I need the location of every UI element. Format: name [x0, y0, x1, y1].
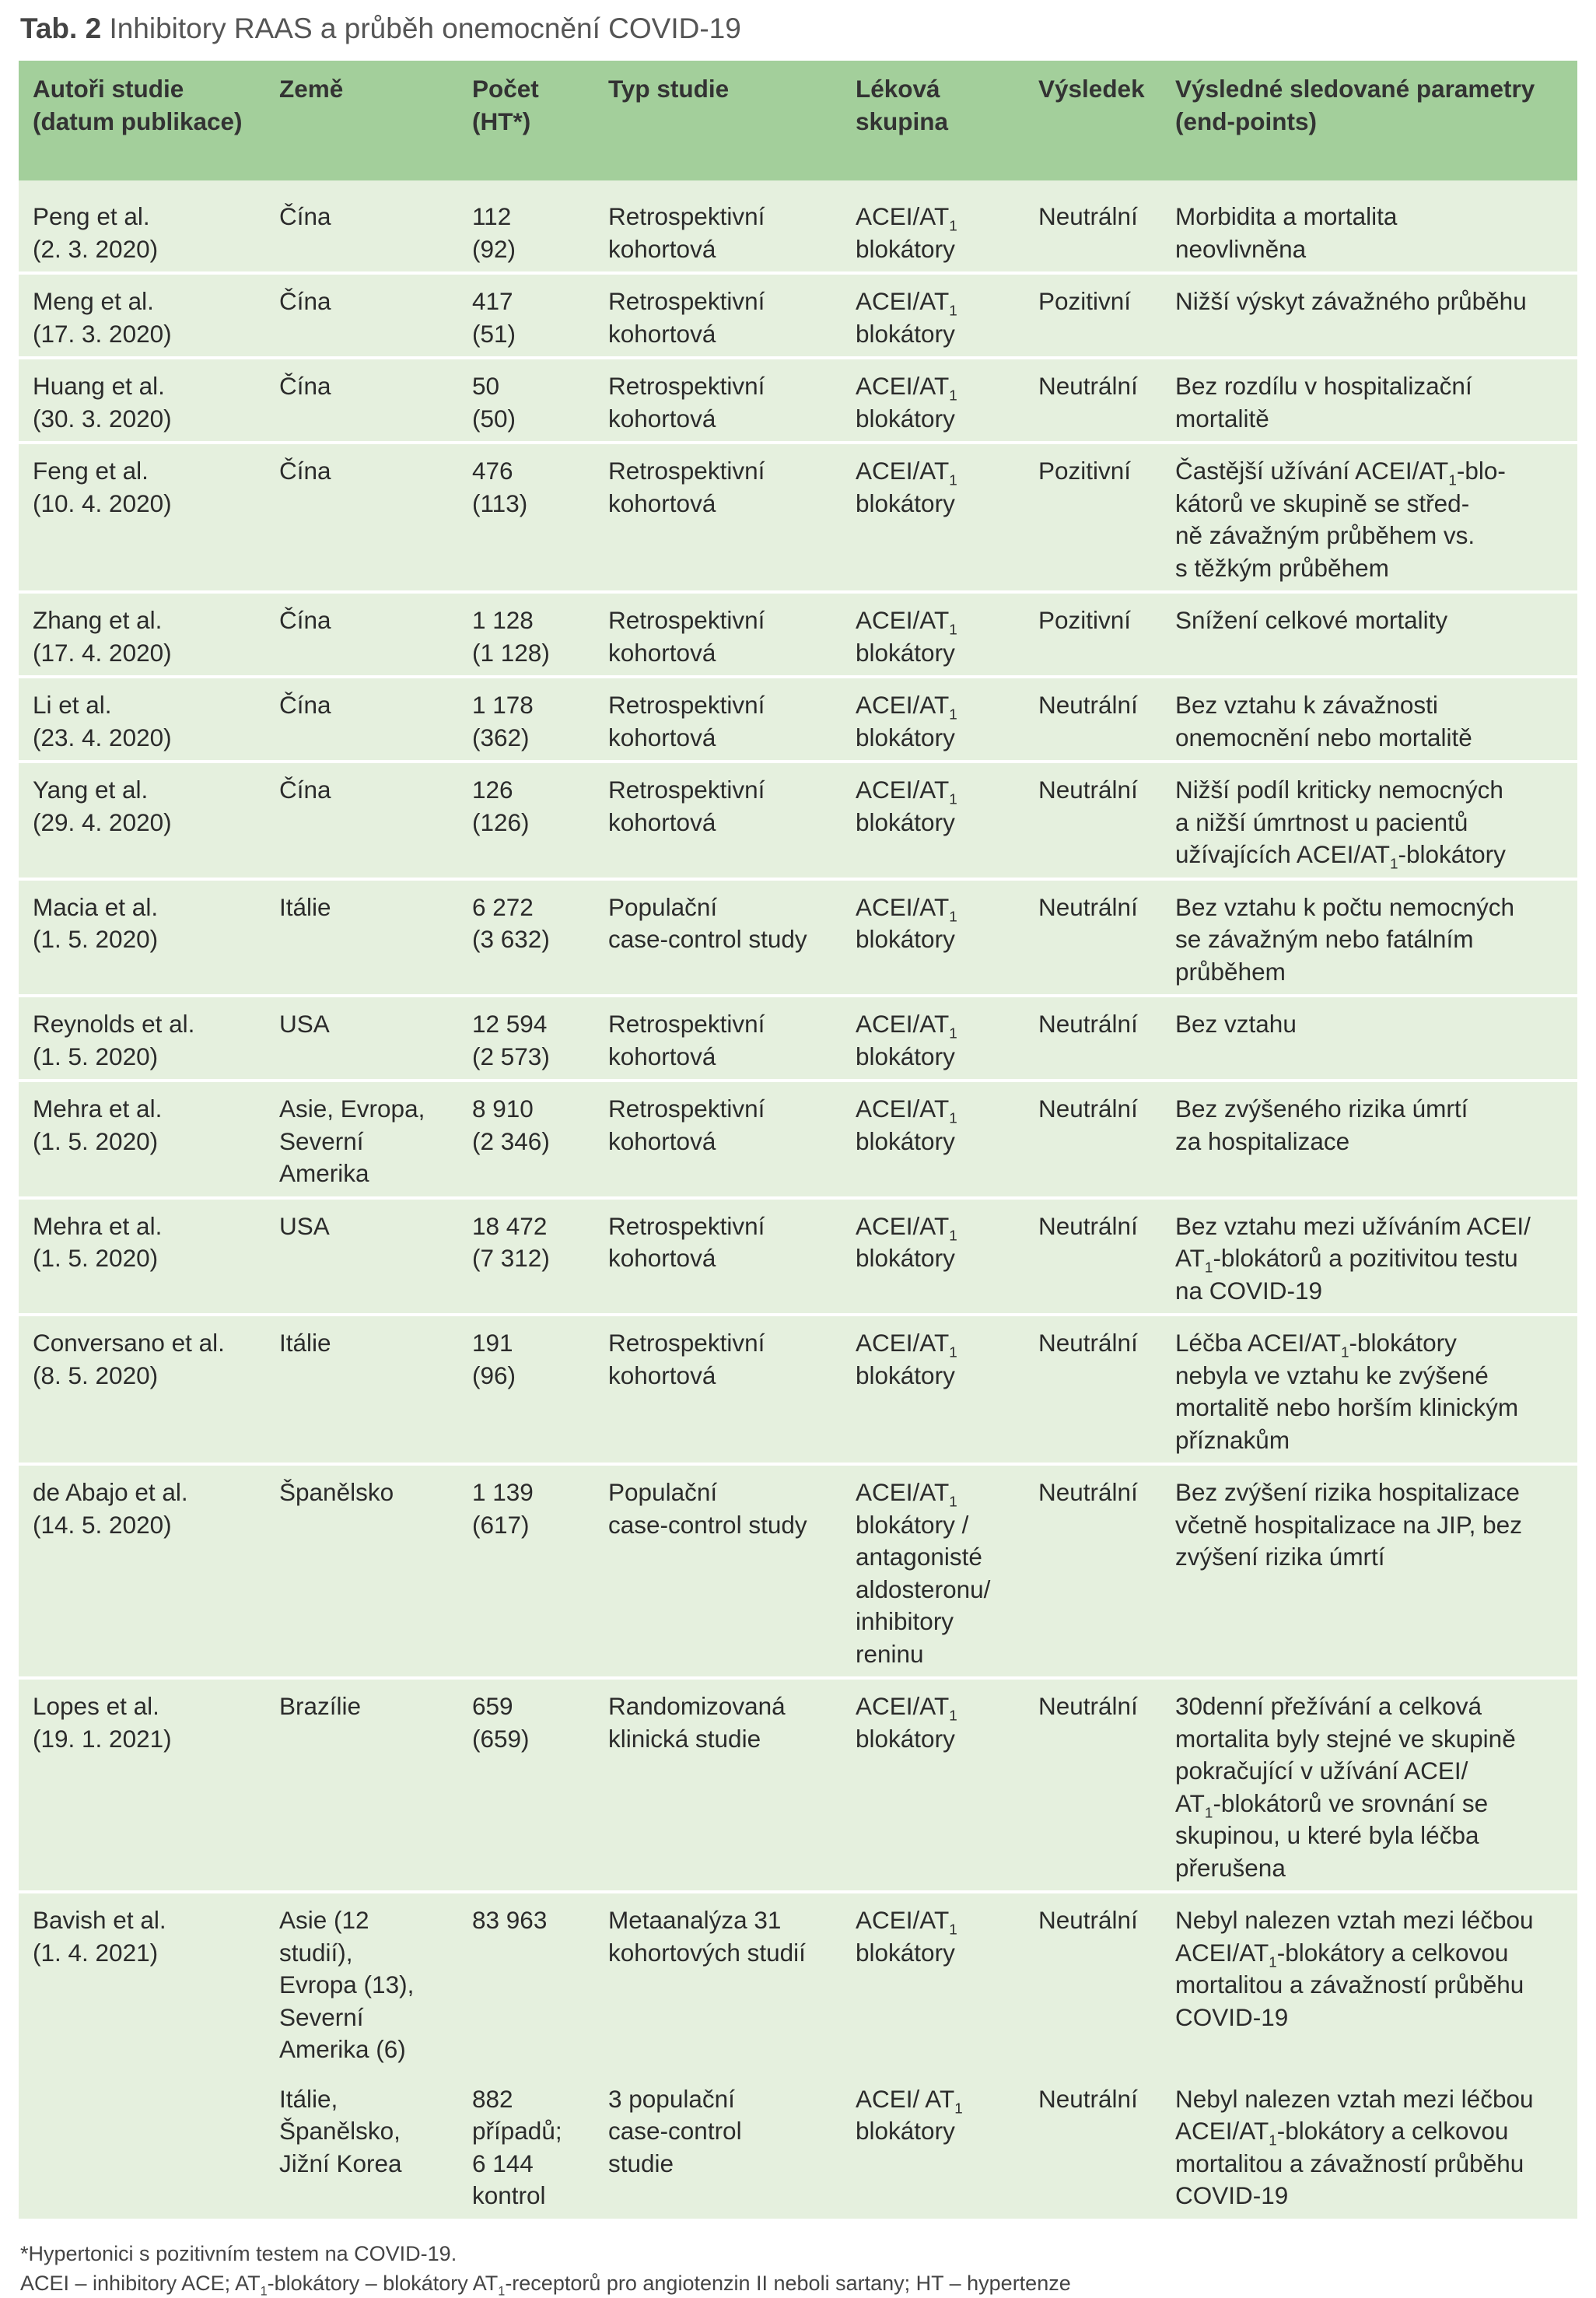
- cell-count: 191 (96): [472, 1329, 516, 1389]
- cell-endpoints: Snížení celkové mortality: [1175, 606, 1448, 634]
- cell-country: Čína: [279, 606, 331, 634]
- cell-count: 83 963: [472, 1906, 548, 1934]
- cell-endpoints: Léčba ACEI/$AT_1$-blokátory nebyla ve vztahu ke zvýšené mortalitě nebo horším klinickým příznakům: [1175, 1329, 1519, 1454]
- cell-endpoints: Nebyl nalezen vztah mezi léčbou ACEI/$AT_1$-blokátory a celkovou mortalitou a závažností průběhu COVID-19: [1175, 2084, 1534, 2209]
- cell-authors: Peng et al. (2. 3. 2020): [33, 202, 159, 263]
- cell-endpoints: Bez vztahu: [1175, 1010, 1297, 1038]
- cell-country: USA: [279, 1211, 330, 1240]
- cell-country: Čína: [279, 691, 331, 719]
- cell-authors: Zhang et al. (17. 4. 2020): [33, 606, 172, 667]
- cell-country: Itálie: [279, 892, 331, 921]
- table-row: [19, 1676, 1577, 1890]
- cell-country: Itálie, Španělsko, Jižní Korea: [279, 2084, 402, 2177]
- cell-country: Asie (12 studií), Evropa (13), Severní Amerika (6): [279, 1906, 415, 2063]
- cell-count: 12 594 (2 573): [472, 1010, 550, 1070]
- table-row: [19, 1890, 1577, 2072]
- header-endpoints: Výsledné sledované parametry (end-points): [1175, 75, 1535, 135]
- header-count: Počet (HT*): [472, 75, 539, 135]
- cell-result: Neutrální: [1038, 776, 1138, 804]
- table-row: [19, 441, 1577, 590]
- cell-result: Neutrální: [1038, 892, 1138, 921]
- table-caption: [20, 9, 741, 48]
- cell-study-type: Retrospektivní kohortová: [608, 1329, 765, 1389]
- cell-count: 1 139 (617): [472, 1478, 534, 1539]
- cell-study-type: Retrospektivní kohortová: [608, 457, 765, 517]
- results-table: [19, 61, 1577, 2219]
- cell-authors: de Abajo et al. (14. 5. 2020): [33, 1478, 188, 1539]
- cell-drug-group: ACEI/$AT_1$ blokátory: [856, 1095, 957, 1155]
- cell-country: Čína: [279, 202, 331, 230]
- cell-study-type: Retrospektivní kohortová: [608, 1010, 765, 1070]
- cell-drug-group: ACEI/$AT_1$ blokátory: [856, 372, 957, 433]
- table-row: [19, 180, 1577, 271]
- cell-study-type: Retrospektivní kohortová: [608, 776, 765, 836]
- table-row: [19, 1463, 1577, 1676]
- cell-drug-group: ACEI/$AT_1$ blokátory: [856, 1906, 957, 1967]
- cell-authors: Huang et al. (30. 3. 2020): [33, 372, 172, 433]
- table-row: [19, 271, 1577, 356]
- cell-authors: Mehra et al. (1. 5. 2020): [33, 1095, 163, 1155]
- cell-drug-group: ACEI/$AT_1$ blokátory: [856, 892, 957, 953]
- cell-study-type: Metaanalýza 31 kohortových studií: [608, 1906, 806, 1967]
- cell-endpoints: Nebyl nalezen vztah mezi léčbou ACEI/$AT_1$-blokátory a celkovou mortalitou a závažností průběhu COVID-19: [1175, 1906, 1534, 2031]
- cell-country: Asie, Evropa, Severní Amerika: [279, 1095, 425, 1187]
- cell-authors: Macia et al. (1. 5. 2020): [33, 892, 159, 953]
- cell-result: Pozitivní: [1038, 457, 1132, 485]
- cell-endpoints: 30denní přežívání a celková mortalita byly stejné ve skupině pokračující v užívání ACEI/ $AT_1$-blokátorů ve srovnání se skupinou, u které byla léčba přerušena: [1175, 1692, 1516, 1882]
- cell-drug-group: ACEI/ $AT_1$ blokátory: [856, 2084, 963, 2145]
- cell-authors: Conversano et al. (8. 5. 2020): [33, 1329, 225, 1389]
- table-body: [19, 180, 1577, 2219]
- cell-result: Neutrální: [1038, 691, 1138, 719]
- cell-authors: Reynolds et al. (1. 5. 2020): [33, 1010, 195, 1070]
- cell-country: Čína: [279, 287, 331, 315]
- cell-result: Pozitivní: [1038, 606, 1132, 634]
- cell-country: Čína: [279, 776, 331, 804]
- cell-count: 8 910 (2 346): [472, 1095, 550, 1155]
- cell-authors: Meng et al. (17. 3. 2020): [33, 287, 172, 348]
- cell-authors: Mehra et al. (1. 5. 2020): [33, 1211, 163, 1272]
- cell-endpoints: Nižší výskyt závažného průběhu: [1175, 287, 1527, 315]
- cell-endpoints: Nižší podíl kriticky nemocných a nižší úmrtnost u pacientů užívajících ACEI/$AT_1$-blokátory: [1175, 776, 1506, 873]
- cell-drug-group: ACEI/$AT_1$ blokátory: [856, 606, 957, 667]
- cell-endpoints: Bez vztahu k závažnosti onemocnění nebo mortalitě: [1175, 691, 1472, 751]
- cell-endpoints: Bez zvýšeného rizika úmrtí za hospitalizace: [1175, 1095, 1468, 1155]
- cell-study-type: Retrospektivní kohortová: [608, 606, 765, 667]
- cell-result: Neutrální: [1038, 1906, 1138, 1934]
- cell-result: Neutrální: [1038, 1095, 1138, 1123]
- table-row: [19, 1313, 1577, 1463]
- header-country: Země: [279, 75, 344, 103]
- cell-authors: Bavish et al. (1. 4. 2021): [33, 1906, 166, 1967]
- cell-result: Neutrální: [1038, 1329, 1138, 1357]
- cell-endpoints: Častější užívání ACEI/$AT_1-blo-$ kátorů ve skupině se střed- ně závažným průběhem vs. s těžkým průběhem: [1175, 457, 1506, 582]
- header-result: Výsledek: [1038, 75, 1145, 103]
- cell-drug-group: ACEI/$AT_1$ blokátory: [856, 776, 957, 836]
- footnote-asterisk: *Hypertonici s pozitivním testem na COVID-19.: [20, 2242, 457, 2265]
- footnote-abbreviations: ACEI – inhibitory ACE; $AT_1$-blokátory – blokátory $AT_1$-receptorů pro angiotenzin II neboli sartany; HT – hypertenze: [20, 2272, 1071, 2298]
- cell-drug-group: ACEI/$AT_1$ blokátory: [856, 1329, 957, 1389]
- cell-country: Itálie: [279, 1329, 331, 1357]
- table-row: [19, 760, 1577, 878]
- cell-authors: Yang et al. (29. 4. 2020): [33, 776, 172, 836]
- cell-result: Pozitivní: [1038, 287, 1132, 315]
- cell-count: 1 128 (1 128): [472, 606, 550, 667]
- cell-drug-group: ACEI/$AT_1$ blokátory: [856, 202, 957, 263]
- cell-authors: Feng et al. (10. 4. 2020): [33, 457, 172, 517]
- cell-endpoints: Bez vztahu mezi užíváním ACEI/ $AT_1$-blokátorů a pozitivitou testu na COVID-19: [1175, 1211, 1531, 1305]
- table-header: [19, 61, 1577, 180]
- cell-study-type: Retrospektivní kohortová: [608, 372, 765, 433]
- cell-endpoints: Bez vztahu k počtu nemocných se závažným nebo fatálním průběhem: [1175, 892, 1514, 986]
- table-row: [19, 1079, 1577, 1196]
- cell-count: 112 (92): [472, 202, 516, 263]
- cell-drug-group: ACEI/$AT_1$ blokátory: [856, 1211, 957, 1272]
- cell-endpoints: Morbidita a mortalita neovlivněna: [1175, 202, 1398, 263]
- cell-result: Neutrální: [1038, 372, 1138, 400]
- table-caption-label: Tab. 2: [20, 12, 102, 44]
- cell-result: Neutrální: [1038, 1692, 1138, 1720]
- cell-study-type: 3 populační case-control studie: [608, 2084, 742, 2177]
- table-row: [19, 675, 1577, 760]
- cell-country: Španělsko: [279, 1478, 394, 1506]
- cell-country: Čína: [279, 457, 331, 485]
- table-row: [19, 994, 1577, 1079]
- table-row: [19, 878, 1577, 995]
- cell-country: Brazílie: [279, 1692, 362, 1720]
- cell-count: 18 472 (7 312): [472, 1211, 550, 1272]
- cell-study-type: Retrospektivní kohortová: [608, 287, 765, 348]
- cell-endpoints: Bez rozdílu v hospitalizační mortalitě: [1175, 372, 1472, 433]
- cell-drug-group: ACEI/$AT_1$ blokátory: [856, 1692, 957, 1753]
- cell-drug-group: ACEI/$AT_1$ blokátory: [856, 1010, 957, 1070]
- cell-endpoints: Bez zvýšení rizika hospitalizace včetně hospitalizace na JIP, bez zvýšení rizika úmrtí: [1175, 1478, 1522, 1571]
- cell-count: 476 (113): [472, 457, 528, 517]
- cell-count: 417 (51): [472, 287, 516, 348]
- cell-count: 882 případů; 6 144 kontrol: [472, 2084, 562, 2209]
- cell-study-type: Populační case-control study: [608, 1478, 807, 1539]
- header-drug-group: Léková skupina: [856, 75, 949, 135]
- cell-country: USA: [279, 1010, 330, 1038]
- table-row: [19, 356, 1577, 441]
- footnotes: [20, 2239, 1071, 2298]
- cell-drug-group: ACEI/$AT_1$ blokátory: [856, 691, 957, 751]
- header-authors: Autoři studie (datum publikace): [33, 75, 243, 135]
- cell-count: 50 (50): [472, 372, 516, 433]
- cell-study-type: Retrospektivní kohortová: [608, 1095, 765, 1155]
- cell-study-type: Retrospektivní kohortová: [608, 202, 765, 263]
- cell-count: 126 (126): [472, 776, 530, 836]
- cell-study-type: Populační case-control study: [608, 892, 807, 953]
- cell-result: Neutrální: [1038, 2084, 1138, 2113]
- cell-country: Čína: [279, 372, 331, 400]
- cell-count: 6 272 (3 632): [472, 892, 550, 953]
- header-study-type: Typ studie: [608, 75, 730, 103]
- cell-drug-group: ACEI/$AT_1$ blokátory / antagonisté aldosteronu/ inhibitory reninu: [856, 1478, 991, 1668]
- cell-result: Neutrální: [1038, 202, 1138, 230]
- table-row: [19, 590, 1577, 675]
- cell-count: 659 (659): [472, 1692, 530, 1753]
- cell-result: Neutrální: [1038, 1478, 1138, 1506]
- cell-count: 1 178 (362): [472, 691, 534, 751]
- table-row: [19, 1196, 1577, 1314]
- cell-authors: [19, 2083, 265, 2212]
- cell-result: Neutrální: [1038, 1211, 1138, 1240]
- cell-authors: Li et al. (23. 4. 2020): [33, 691, 172, 751]
- cell-study-type: Retrospektivní kohortová: [608, 691, 765, 751]
- table-caption-title: Inhibitory RAAS a průběh onemocnění COVID-19: [109, 12, 741, 44]
- cell-drug-group: ACEI/$AT_1$ blokátory: [856, 287, 957, 348]
- cell-result: Neutrální: [1038, 1010, 1138, 1038]
- table-row: [19, 2072, 1577, 2219]
- cell-study-type: Retrospektivní kohortová: [608, 1211, 765, 1272]
- cell-authors: Lopes et al. (19. 1. 2021): [33, 1692, 172, 1753]
- cell-drug-group: ACEI/$AT_1$ blokátory: [856, 457, 957, 517]
- cell-study-type: Randomizovaná klinická studie: [608, 1692, 786, 1753]
